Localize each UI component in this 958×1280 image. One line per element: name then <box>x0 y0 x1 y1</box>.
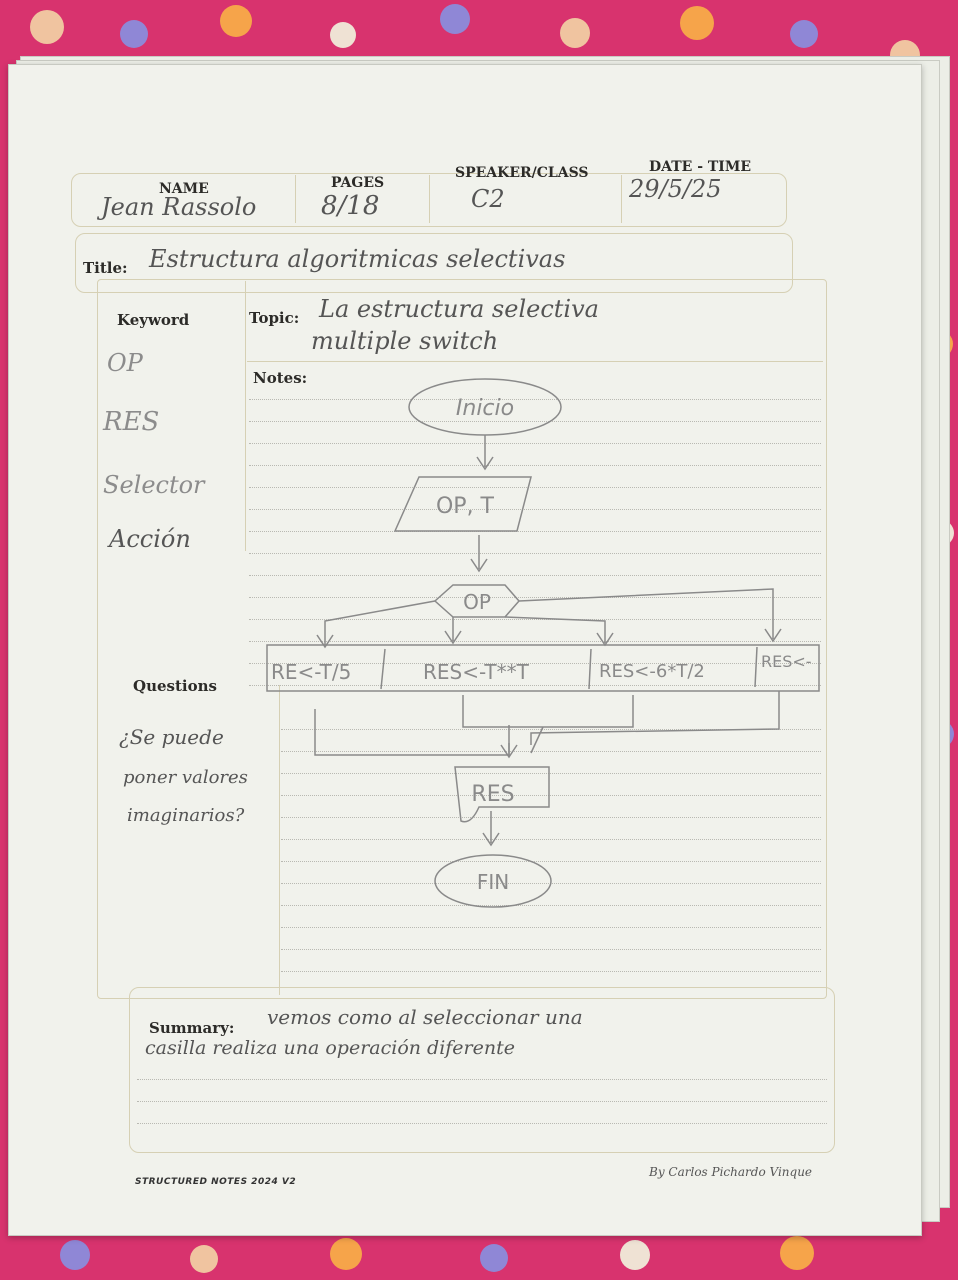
pages-value: 8/18 <box>321 191 380 221</box>
notes-sheet <box>8 64 922 1236</box>
case2-text: RES<-T**T <box>423 660 529 684</box>
speaker-value: C2 <box>471 185 505 213</box>
footer-credit: By Carlos Pichardo Vinque <box>649 1165 813 1179</box>
date-value: 29/5/25 <box>629 175 722 203</box>
date-label: DATE - TIME <box>649 159 752 175</box>
topic-line1: La estructura selectiva <box>319 295 599 323</box>
topic-label: Topic: <box>249 309 300 327</box>
footer-brand: STRUCTURED NOTES 2024 V2 <box>135 1177 297 1187</box>
topic-line2: multiple switch <box>311 327 499 355</box>
summary-line1: vemos como al seleccionar una <box>267 1005 583 1029</box>
case4-text: RES<- <box>761 652 812 671</box>
keyword-item: Acción <box>109 525 191 553</box>
name-value: Jean Rassolo <box>101 193 257 221</box>
pages-label: PAGES <box>331 175 385 191</box>
start-text: Inicio <box>455 396 515 421</box>
name-label: NAME <box>159 181 209 197</box>
summary-line2: casilla realiza una operación diferente <box>145 1037 515 1059</box>
keyword-label: Keyword <box>117 311 190 329</box>
notes-label: Notes: <box>253 369 308 387</box>
keyword-item: RES <box>103 407 160 437</box>
title-value: Estructura algoritmicas selectivas <box>149 245 566 273</box>
question-line1: ¿Se puede <box>119 725 224 749</box>
case1-text: RE<-T/5 <box>271 660 352 684</box>
keyword-item: Selector <box>103 471 205 499</box>
keyword-item: OP <box>107 349 143 377</box>
output-text: RES <box>471 782 515 807</box>
input-text: OP, T <box>435 494 495 519</box>
questions-label: Questions <box>133 677 217 695</box>
question-line3: imaginarios? <box>127 805 245 826</box>
title-label: Title: <box>83 259 128 277</box>
speaker-label: SPEAKER/CLASS <box>455 165 589 181</box>
end-text: FIN <box>476 870 510 894</box>
selector-text: OP <box>463 590 491 614</box>
summary-label: Summary: <box>149 1019 235 1037</box>
case3-text: RES<-6*T/2 <box>599 661 705 682</box>
question-line2: poner valores <box>123 767 248 788</box>
